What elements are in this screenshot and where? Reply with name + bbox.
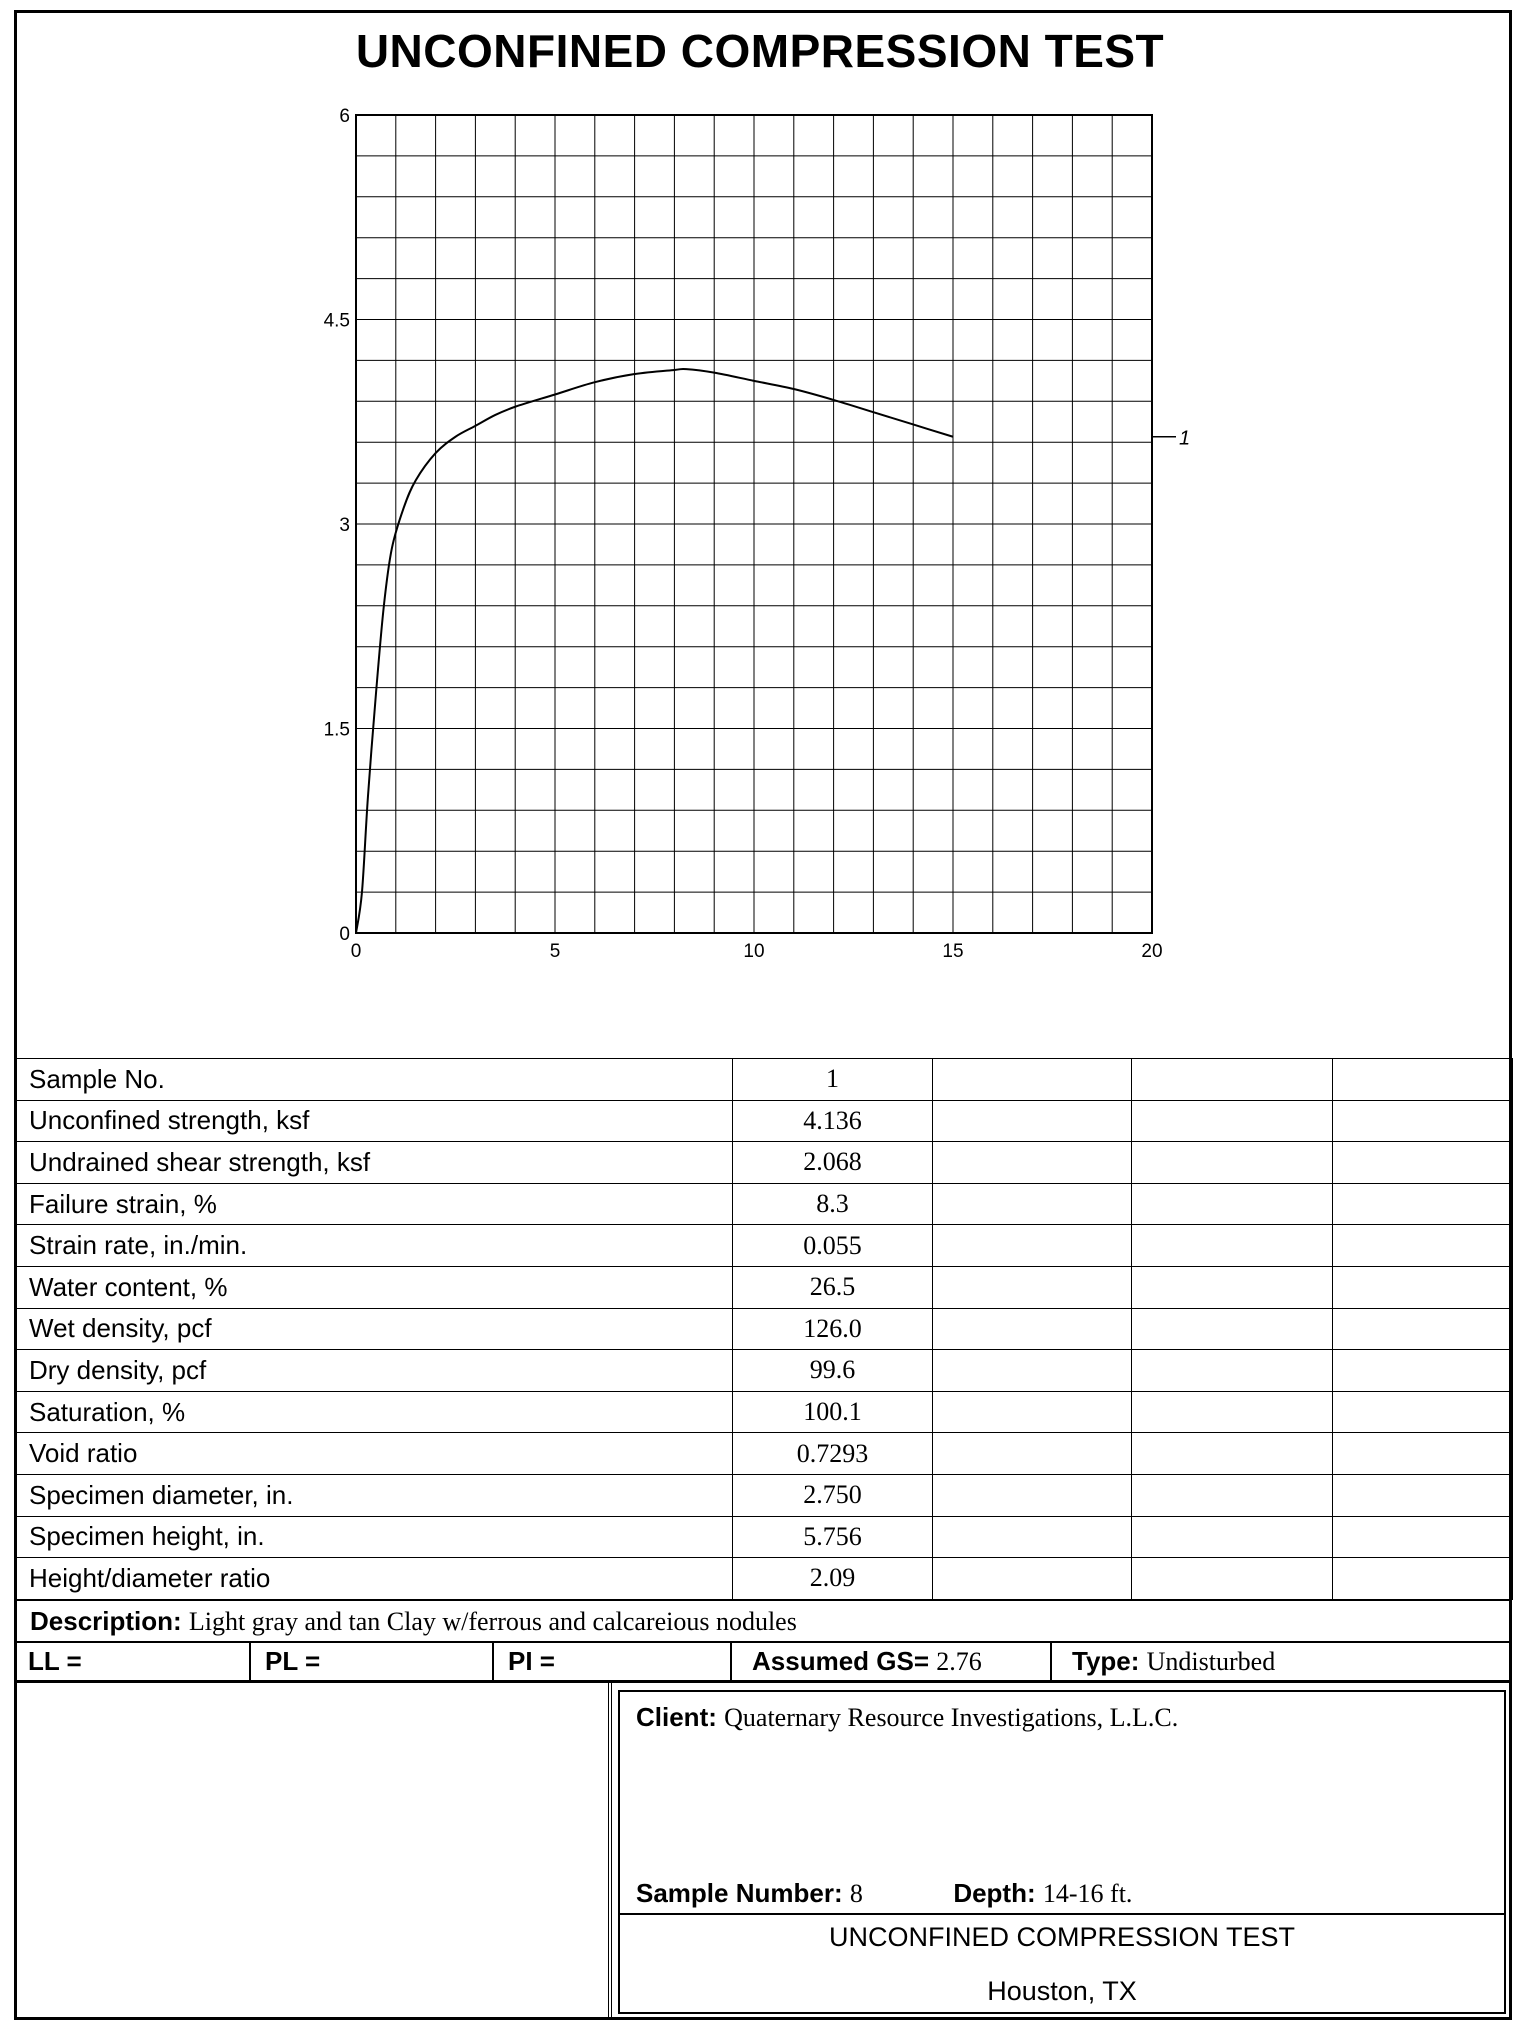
sample-number-label: Sample Number:	[636, 1878, 843, 1908]
table-row	[15, 1433, 1513, 1475]
empty-cell	[1333, 1142, 1513, 1184]
empty-cell	[1333, 1266, 1513, 1308]
empty-cell	[933, 1183, 1132, 1225]
table-row	[15, 1474, 1513, 1516]
properties-table-body	[15, 1059, 1513, 1600]
empty-cell	[933, 1516, 1132, 1558]
sample-number-value: 8	[849, 1879, 863, 1908]
empty-cell	[1132, 1225, 1333, 1267]
empty-cell	[1333, 1433, 1513, 1475]
stress-strain-chart	[0, 0, 1520, 1000]
empty-cell	[1333, 1350, 1513, 1392]
empty-cell	[1333, 1183, 1513, 1225]
description-row	[14, 1600, 1512, 1642]
empty-cell	[1132, 1350, 1333, 1392]
gs-value: 2.76	[936, 1647, 982, 1676]
empty-cell	[1132, 1183, 1333, 1225]
y-tick-label: 3	[339, 515, 350, 536]
empty-cell	[1132, 1100, 1333, 1142]
property-value: 126.0	[733, 1308, 933, 1350]
y-tick-label: 4.5	[323, 310, 350, 332]
property-label: Sample No.	[15, 1059, 733, 1101]
table-row	[15, 1225, 1513, 1267]
footer-location: Houston, TX	[987, 1976, 1137, 2006]
table-header-row	[15, 1059, 1513, 1101]
property-label: Dry density, pcf	[15, 1350, 733, 1392]
depth-label: Depth:	[953, 1878, 1036, 1908]
empty-cell	[1132, 1266, 1333, 1308]
empty-cell	[933, 1059, 1132, 1101]
empty-cell	[933, 1350, 1132, 1392]
empty-cell	[933, 1308, 1132, 1350]
property-label: Height/diameter ratio	[15, 1558, 733, 1600]
property-label: Void ratio	[15, 1433, 733, 1475]
series-line-1	[356, 369, 953, 933]
property-label: Failure strain, %	[15, 1183, 733, 1225]
properties-table	[14, 1058, 1513, 1600]
empty-cell	[933, 1266, 1132, 1308]
property-value: 1	[733, 1059, 933, 1101]
page-title: UNCONFINED COMPRESSION TEST	[355, 25, 1165, 77]
empty-cell	[933, 1391, 1132, 1433]
empty-cell	[1132, 1059, 1333, 1101]
empty-cell	[1132, 1433, 1333, 1475]
empty-cell	[1132, 1391, 1333, 1433]
property-label: Saturation, %	[15, 1391, 733, 1433]
gs-label: Assumed GS=	[752, 1646, 930, 1676]
empty-cell	[1132, 1142, 1333, 1184]
empty-cell	[933, 1100, 1132, 1142]
table-row	[15, 1391, 1513, 1433]
property-label: Undrained shear strength, ksf	[15, 1142, 733, 1184]
client-label: Client:	[636, 1702, 717, 1732]
property-label: Specimen height, in.	[15, 1516, 733, 1558]
y-tick-label: 0	[339, 924, 350, 945]
empty-cell	[1333, 1558, 1513, 1600]
series-label: 1	[1179, 427, 1191, 450]
type-label: Type:	[1072, 1646, 1140, 1676]
table-row	[15, 1100, 1513, 1142]
pl-label: PL =	[265, 1646, 321, 1676]
property-value: 2.068	[733, 1142, 933, 1184]
property-value: 0.055	[733, 1225, 933, 1267]
empty-cell	[1333, 1059, 1513, 1101]
empty-cell	[933, 1558, 1132, 1600]
empty-cell	[1333, 1308, 1513, 1350]
table-row	[15, 1308, 1513, 1350]
empty-cell	[1333, 1100, 1513, 1142]
type-value: Undisturbed	[1146, 1647, 1276, 1676]
client-value: Quaternary Resource Investigations, L.L.C.	[724, 1703, 1179, 1732]
limits-row	[14, 1641, 1512, 1683]
table-row	[15, 1350, 1513, 1392]
description-value: Light gray and tan Clay w/ferrous and calcareious nodules	[188, 1607, 797, 1636]
empty-cell	[1333, 1391, 1513, 1433]
property-label: Strain rate, in./min.	[15, 1225, 733, 1267]
empty-cell	[933, 1474, 1132, 1516]
y-tick-label: 6	[339, 106, 350, 127]
property-value: 4.136	[733, 1100, 933, 1142]
y-tick-label: 1.5	[323, 719, 350, 741]
empty-cell	[1132, 1516, 1333, 1558]
empty-cell	[933, 1142, 1132, 1184]
description-label: Description:	[30, 1606, 182, 1636]
x-tick-label: 5	[549, 941, 561, 962]
table-row	[15, 1558, 1513, 1600]
empty-cell	[1132, 1558, 1333, 1600]
x-tick-label: 15	[942, 941, 964, 962]
ll-label: LL =	[28, 1646, 82, 1676]
property-label: Water content, %	[15, 1266, 733, 1308]
empty-cell	[933, 1225, 1132, 1267]
x-tick-label: 0	[350, 941, 362, 962]
x-tick-label: 20	[1141, 941, 1163, 962]
table-row	[15, 1183, 1513, 1225]
footer-divider	[620, 1913, 1504, 1915]
property-label: Wet density, pcf	[15, 1308, 733, 1350]
property-value: 2.750	[733, 1474, 933, 1516]
client-line	[636, 1702, 1178, 1733]
x-tick-label: 10	[743, 941, 765, 962]
empty-cell	[1132, 1308, 1333, 1350]
pi-label: PI =	[508, 1646, 555, 1676]
property-value: 8.3	[733, 1183, 933, 1225]
property-value: 99.6	[733, 1350, 933, 1392]
table-row	[15, 1142, 1513, 1184]
table-row	[15, 1516, 1513, 1558]
sample-depth-line	[636, 1878, 1132, 1909]
property-value: 2.09	[733, 1558, 933, 1600]
property-label: Unconfined strength, ksf	[15, 1100, 733, 1142]
empty-cell	[933, 1433, 1132, 1475]
empty-cell	[1333, 1225, 1513, 1267]
property-value: 5.756	[733, 1516, 933, 1558]
property-value: 26.5	[733, 1266, 933, 1308]
table-row	[15, 1266, 1513, 1308]
property-value: 100.1	[733, 1391, 933, 1433]
property-value: 0.7293	[733, 1433, 933, 1475]
property-label: Specimen diameter, in.	[15, 1474, 733, 1516]
empty-cell	[1132, 1474, 1333, 1516]
empty-cell	[1333, 1516, 1513, 1558]
footer-title: UNCONFINED COMPRESSION TEST	[828, 1922, 1296, 1952]
client-box	[618, 1690, 1506, 2014]
depth-value: 14-16 ft.	[1042, 1879, 1133, 1908]
empty-cell	[1333, 1474, 1513, 1516]
